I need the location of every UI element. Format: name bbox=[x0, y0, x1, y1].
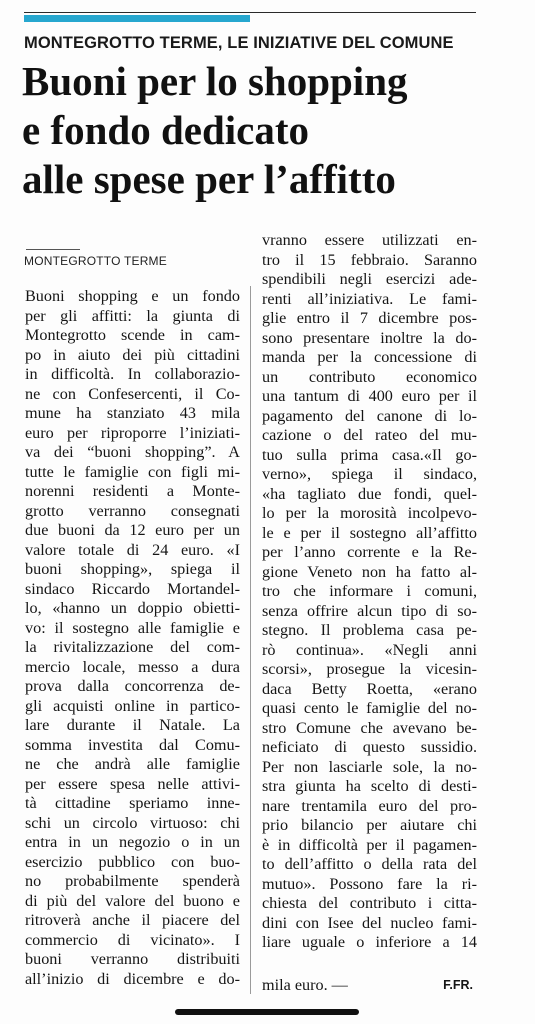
text-line: le e per il sostegno all’affitto bbox=[262, 523, 477, 542]
text-line: entra in un negozio o in un bbox=[25, 833, 240, 851]
text-line: di più del valore del buono e bbox=[25, 891, 240, 910]
text-line: tutte le famiglie con figli mi- bbox=[25, 462, 240, 481]
text-line: tuo sulla prima casa.«Il go- bbox=[262, 445, 477, 464]
text-line: verno», spiega il sindaco, bbox=[262, 465, 477, 483]
column-divider bbox=[250, 286, 251, 994]
text-line: lo, «hanno un doppio obietti- bbox=[25, 599, 240, 617]
article-headline bbox=[22, 57, 527, 204]
text-line: sindaco Riccardo Mortandel- bbox=[25, 579, 240, 598]
text-line: grotto verranno consegnati bbox=[25, 501, 240, 520]
text-line: tro che informare i comuni, bbox=[262, 582, 477, 600]
text-line: cazione o del rateo del mu- bbox=[262, 426, 477, 444]
text-line: Per non lasciarle sole, la no- bbox=[262, 757, 477, 776]
text-line: stegno. Il problema casa pe- bbox=[262, 621, 477, 639]
text-line: Montegrotto scende in cam- bbox=[25, 326, 240, 344]
text-line: gione Veneto non ha fatto al- bbox=[262, 562, 477, 581]
text-line: sono presentare inoltre la do- bbox=[262, 328, 477, 347]
text-line: ne che andrà alle famiglie bbox=[25, 755, 240, 773]
text-line: lo per la morosità incolpevo- bbox=[262, 504, 477, 522]
top-rule bbox=[24, 12, 476, 13]
text-line: to dell’affitto o della rata del bbox=[262, 855, 477, 873]
text-line: lare durante il Natale. La bbox=[25, 716, 240, 734]
text-line: esercizio pubblico con buo- bbox=[25, 852, 240, 871]
text-line: ne con Confesercenti, il Co- bbox=[25, 384, 240, 403]
text-line: tro il 15 febbraio. Saranno bbox=[262, 250, 477, 269]
text-line: valore totale di 24 euro. «I bbox=[25, 540, 240, 559]
text-line: chiesta del contributo i citta- bbox=[262, 894, 477, 912]
text-line: no probabilmente spenderà bbox=[25, 872, 240, 890]
text-line: una tantum di 400 euro per il bbox=[262, 387, 477, 405]
text-line: mercio locale, messo a dura bbox=[25, 657, 240, 676]
text-line: liare uguale o inferiore a 14 bbox=[262, 933, 477, 951]
text-line: scorsi», prosegue la vicesin- bbox=[262, 660, 477, 678]
text-line: senza offrire alcun tipo di so- bbox=[262, 601, 477, 620]
text-line: «ha tagliato due fondi, quel- bbox=[262, 484, 477, 503]
text-line: po in aiuto dei più cittadini bbox=[25, 345, 240, 364]
text-line: per l’anno corrente e la Re- bbox=[262, 543, 477, 561]
text-line: spendibili negli esercizi ade- bbox=[262, 270, 477, 288]
text-line: daca Betty Roetta, «erano bbox=[262, 679, 477, 698]
article-byline: MONTEGROTTO TERME bbox=[24, 254, 167, 268]
text-line: buoni verranno distribuiti bbox=[25, 950, 240, 968]
text-line: glie entro il 7 dicembre pos- bbox=[262, 309, 477, 327]
text-line: due buoni da 12 euro per un bbox=[25, 521, 240, 539]
text-line: Buoni shopping e un fondo bbox=[25, 287, 240, 305]
text-line: è in difficoltà per il pagamen- bbox=[262, 835, 477, 854]
text-line: gli acquisti online in partico- bbox=[25, 696, 240, 715]
author-signature: F.FR. bbox=[443, 978, 473, 992]
text-line: mutuo». Possono fare la ri- bbox=[262, 874, 477, 893]
text-line: prio bilancio per aiutare chi bbox=[262, 816, 477, 834]
headline-line: Buoni per lo shopping bbox=[22, 58, 408, 104]
text-line: stro Comune che avevano be- bbox=[262, 718, 477, 737]
text-line: mune ha stanziato 43 mila bbox=[25, 404, 240, 422]
text-line: renti all’iniziativa. Le fami- bbox=[262, 289, 477, 308]
text-line: stra giunta ha scelto di desti- bbox=[262, 777, 477, 795]
text-line: all’inizio di dicembre e do- bbox=[25, 969, 240, 988]
text-line: neficiato di questo sussidio. bbox=[262, 738, 477, 756]
text-line: vo: il sostegno alle famiglie e bbox=[25, 618, 240, 637]
article-column-2 bbox=[262, 231, 477, 953]
text-line: prova dalla concorrenza de- bbox=[25, 677, 240, 695]
headline-line: alle spese per l’affitto bbox=[22, 156, 396, 202]
text-line: tà cittadine speriamo inne- bbox=[25, 794, 240, 812]
text-line: ritroverà anche il piacere del bbox=[25, 911, 240, 929]
text-line: in difficoltà. In collaborazio- bbox=[25, 365, 240, 383]
section-accent-bar bbox=[24, 15, 250, 22]
text-line: commercio di vicinato». I bbox=[25, 930, 240, 949]
text-line: euro per riproporre l’iniziati- bbox=[25, 423, 240, 442]
article-kicker: MONTEGROTTO TERME, LE INIZIATIVE DEL COMUNE bbox=[24, 34, 454, 52]
text-line: nare trentamila euro del pro- bbox=[262, 796, 477, 815]
text-line: somma investita dal Comu- bbox=[25, 735, 240, 754]
text-line: la rivitalizzazione del com- bbox=[25, 638, 240, 656]
headline-line: e fondo dedicato bbox=[22, 107, 309, 153]
text-line: per essere spesa nelle attivi- bbox=[25, 774, 240, 793]
text-line: rò continua». «Negli anni bbox=[262, 640, 477, 659]
text-line: per gli affitti: la giunta di bbox=[25, 306, 240, 325]
text-line: manda per la concessione di bbox=[262, 348, 477, 366]
text-line: norenni residenti a Monte- bbox=[25, 482, 240, 500]
home-indicator[interactable] bbox=[175, 1009, 359, 1015]
closing-line: mila euro. — bbox=[262, 976, 348, 994]
text-line: vranno essere utilizzati en- bbox=[262, 231, 477, 249]
text-line: un contributo economico bbox=[262, 367, 477, 386]
text-line: dini con Isee del nucleo fami- bbox=[262, 913, 477, 932]
text-line: quasi cento le famiglie del no- bbox=[262, 699, 477, 717]
article-ending bbox=[262, 976, 477, 996]
text-line: schi un circolo virtuoso: chi bbox=[25, 813, 240, 832]
text-line: va dei “buoni shopping”. A bbox=[25, 443, 240, 461]
text-line: pagamento del canone di lo- bbox=[262, 406, 477, 425]
article-column-1 bbox=[25, 287, 240, 989]
text-line: buoni shopping», spiega il bbox=[25, 560, 240, 578]
byline-rule bbox=[26, 249, 80, 250]
